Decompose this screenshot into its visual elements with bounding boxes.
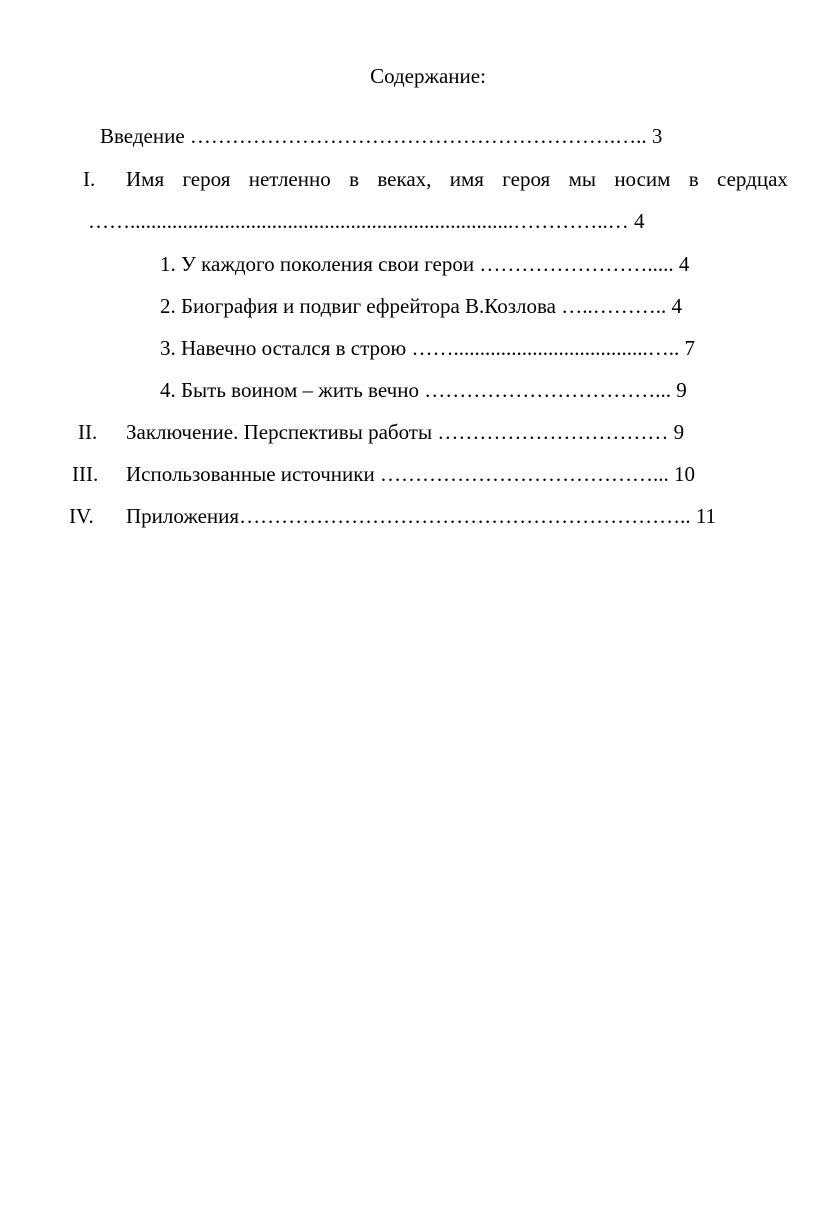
toc-word: в [688,167,699,191]
toc-numeral: II. [78,420,98,444]
toc-entry-label: Биография и подвиг ефрейтора В.Козлова [181,294,556,318]
toc-leader: …..……….. 4 [561,294,682,318]
toc-numeral: I. [83,167,96,191]
toc-subentry-3 [160,335,695,361]
toc-word: мы [568,167,596,191]
toc-word: в [349,167,359,191]
toc-entry-label: У каждого поколения свои герои [181,252,475,276]
page-title: Содержание: [370,64,486,88]
toc-leader: ……………………..... 4 [479,252,690,276]
toc-entry-label: Навечно остался в строю [181,336,407,360]
toc-entry-label: Быть воином – жить вечно [181,378,419,402]
toc-entry-appendices [126,503,716,529]
toc-leader: …….........................................................................…………..… 4 [88,209,645,233]
toc-leader: ……………………………………………………….. 11 [239,504,717,528]
toc-leader: …….....................................….. 7 [411,336,695,360]
toc-number: 2. [160,294,176,318]
toc-leader: ……………………………... 9 [424,378,687,402]
toc-entry-conclusion [126,419,684,445]
toc-entry-intro [100,123,662,149]
toc-entry-label: Введение [100,124,185,148]
toc-numeral: IV. [69,504,94,528]
toc-entry-label: Заключение. Перспективы работы [126,420,433,444]
toc-entry-section1 [126,166,788,192]
toc-entry-label: Использованные источники [126,462,375,486]
toc-entry-label: Приложения [126,504,240,528]
toc-word: носим [614,167,671,191]
toc-number: 1. [160,252,176,276]
toc-leader: …………………………………... 10 [379,462,695,486]
toc-word: нетленно [248,167,331,191]
toc-subentry-1 [160,251,689,277]
toc-word: героя [502,167,551,191]
toc-word: героя [182,167,231,191]
toc-word: веках, [377,167,432,191]
toc-subentry-2 [160,293,682,319]
toc-subentry-4 [160,377,687,403]
toc-word: имя [449,167,484,191]
toc-number: 3. [160,336,176,360]
toc-word: Имя [126,167,165,191]
toc-number: 4. [160,378,176,402]
toc-leader: …………………………………………………….….. 3 [189,124,663,148]
toc-entry-sources [126,461,695,487]
toc-leader: …………………………… 9 [437,420,685,444]
toc-numeral: III. [72,462,99,486]
toc-word: сердцах [717,167,788,191]
